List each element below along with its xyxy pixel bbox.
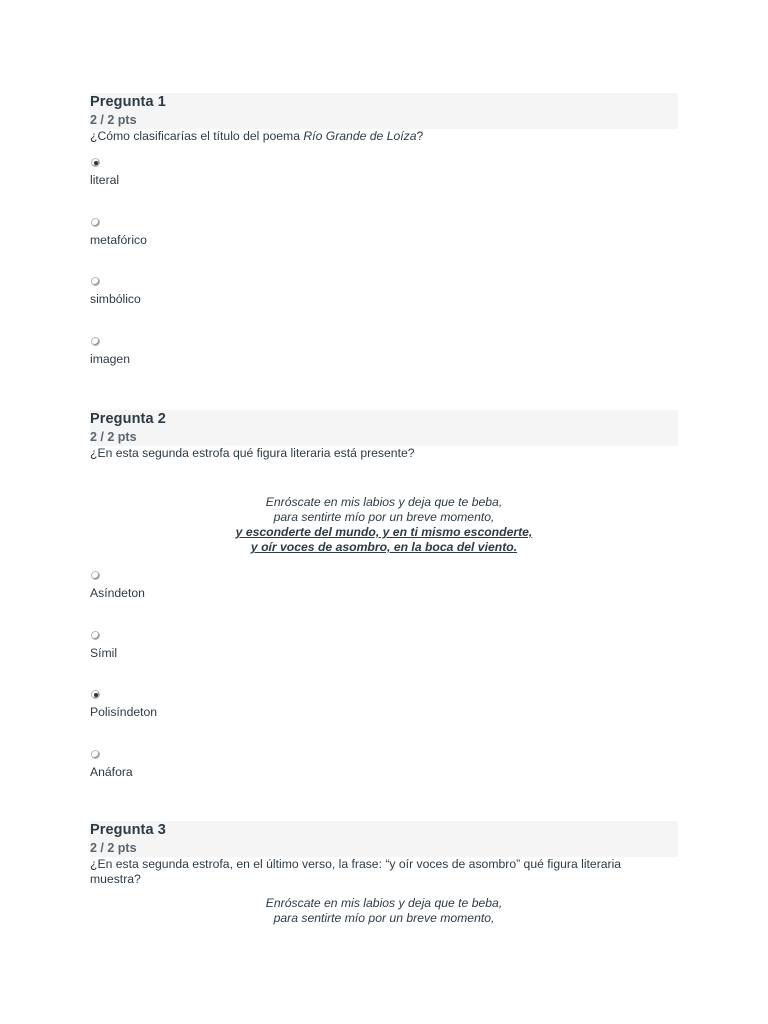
poem-stanza xyxy=(90,896,678,926)
radio-button-selected[interactable] xyxy=(91,158,100,167)
question-points: 2 / 2 pts xyxy=(90,841,137,855)
verse-line: para sentirte mío por un breve momento, xyxy=(273,911,495,925)
question-text: ¿En esta segunda estrofa, en el último verso, la frase: “y oír voces de asombro” qué figura literaria muestra? xyxy=(90,857,622,886)
answer-label: literal xyxy=(90,173,120,187)
answer-label: Anáfora xyxy=(90,764,133,779)
answer-option[interactable] xyxy=(90,571,678,631)
verse-line-highlighted: y esconderte del mundo, y en ti mismo esconderte, xyxy=(235,525,533,539)
answer-list-q1 xyxy=(90,158,678,396)
verse-line: Enróscate en mis labios y deja que te beba, xyxy=(265,495,503,509)
question-points: 2 / 2 pts xyxy=(90,430,137,444)
question-header xyxy=(90,93,678,129)
question-3 xyxy=(90,821,678,886)
answer-list-q2 xyxy=(90,571,678,809)
answer-label: simbólico xyxy=(90,292,141,306)
question-title: Pregunta 3 xyxy=(90,822,166,838)
radio-button[interactable] xyxy=(91,750,100,759)
question-points: 2 / 2 pts xyxy=(90,113,137,127)
question-2 xyxy=(90,410,678,461)
answer-label: Asíndeton xyxy=(90,586,145,600)
question-title: Pregunta 1 xyxy=(90,94,166,110)
verse-line: para sentirte mío por un breve momento, xyxy=(273,510,495,524)
radio-button[interactable] xyxy=(91,571,100,580)
answer-option[interactable] xyxy=(90,277,678,337)
radio-button[interactable] xyxy=(91,631,100,640)
answer-option[interactable] xyxy=(90,690,678,750)
answer-option[interactable] xyxy=(90,337,678,397)
radio-button[interactable] xyxy=(91,218,100,227)
answer-label: imagen xyxy=(90,351,130,366)
radio-button-selected[interactable] xyxy=(91,690,100,699)
question-1 xyxy=(90,93,678,144)
verse-line: Enróscate en mis labios y deja que te beba, xyxy=(265,896,503,910)
poem-title: Río Grande de Loíza xyxy=(303,129,417,143)
answer-option[interactable] xyxy=(90,631,678,691)
poem-stanza xyxy=(90,495,678,555)
question-text-start: ¿Cómo clasificarías el título del poema xyxy=(90,129,304,143)
question-header xyxy=(90,410,678,446)
answer-label: Polisíndeton xyxy=(90,705,158,719)
answer-option[interactable] xyxy=(90,158,678,218)
answer-label: metafórico xyxy=(90,232,147,247)
question-title: Pregunta 2 xyxy=(90,411,166,427)
radio-button[interactable] xyxy=(91,337,100,346)
answer-option[interactable] xyxy=(90,750,678,810)
answer-option[interactable] xyxy=(90,218,678,278)
question-header xyxy=(90,821,678,857)
question-text: ¿En esta segunda estrofa qué figura literaria está presente? xyxy=(90,446,415,460)
question-text xyxy=(90,129,650,144)
radio-button[interactable] xyxy=(91,277,100,286)
answer-label: Símil xyxy=(90,645,118,660)
verse-line-highlighted: y oír voces de asombro, en la boca del viento. xyxy=(250,540,518,554)
question-text-end: ? xyxy=(416,129,424,143)
